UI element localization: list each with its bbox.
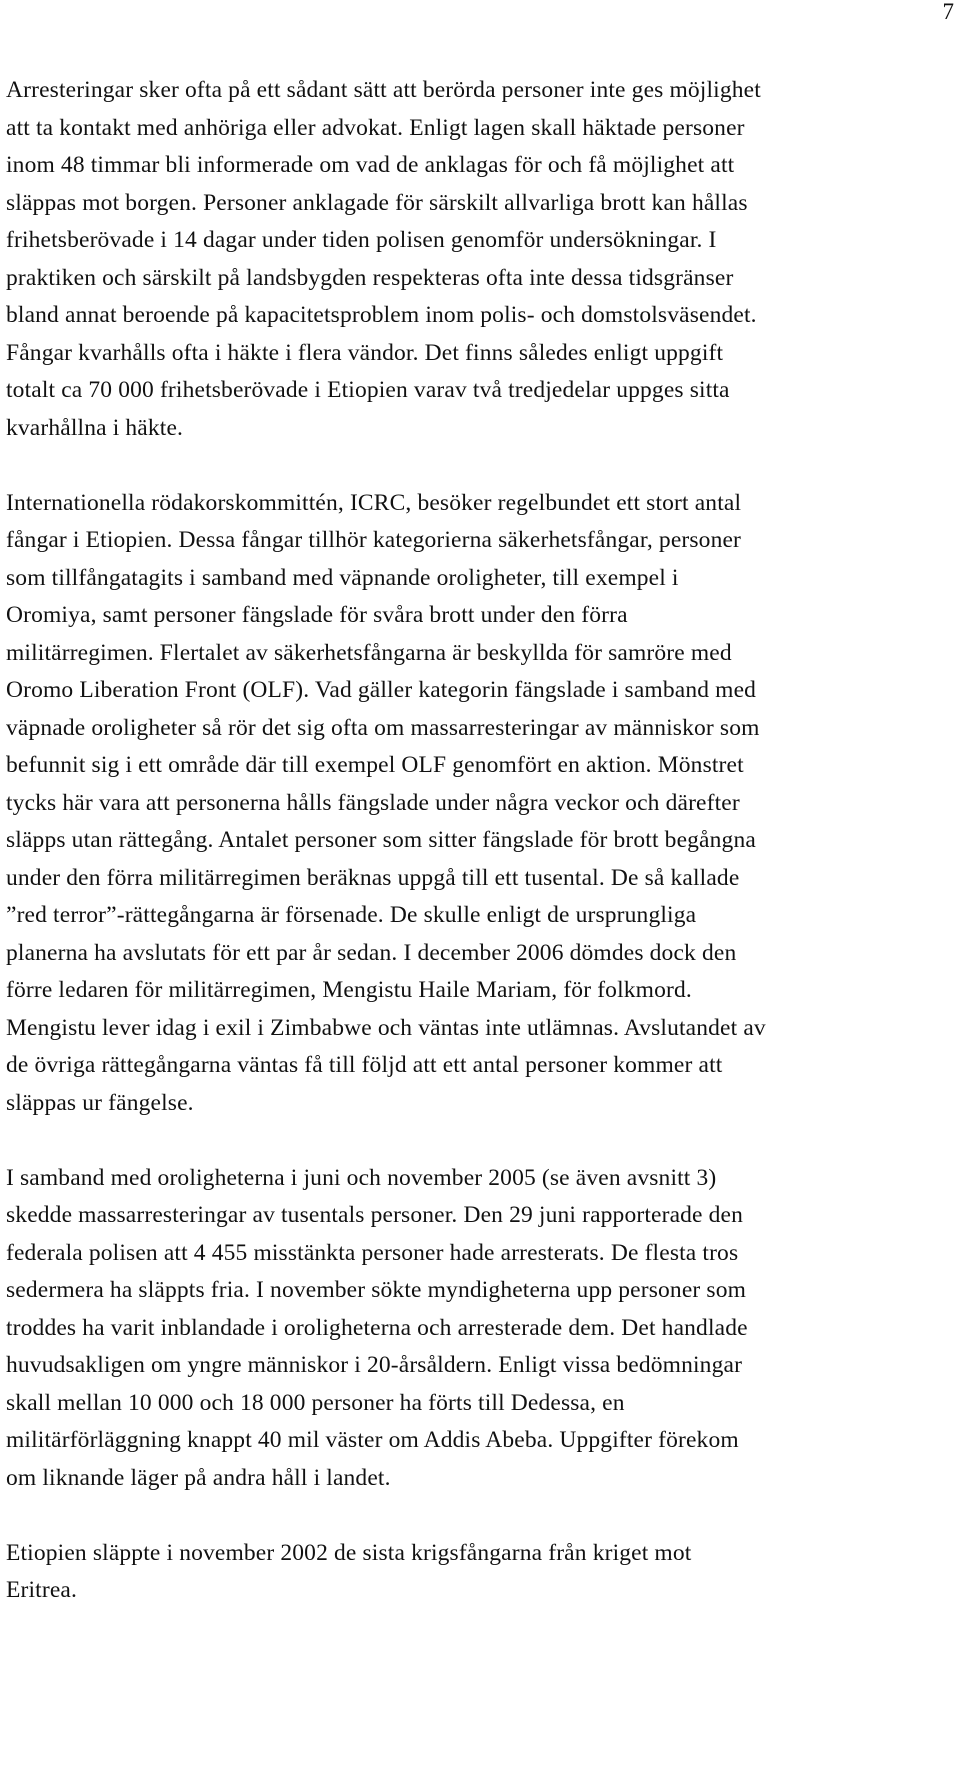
paragraph-icrc: Internationella rödakorskommittén, ICRC, besöker regelbundet ett stort antal fångar i Etiopien. Dessa fångar tillhör kategorierna säkerhetsfångar, personer som tillfångatagits i samband med väpnande oroligheter, till exempel i Oromiya, samt personer fängslade för svåra brott under den förra militärregimen. Flertalet av säkerhetsfångarna är beskyllda för samröre med Oromo Liberation Front (OLF). Vad gäller kategorin fängslade i samband med väpnade oroligheter så rör det sig ofta om massarresteringar av människor som befunnit sig i ett område där till exempel OLF genomfört en aktion. Mönstret tycks här vara att personerna hålls fängslade under några veckor och därefter släpps utan rättegång. Antalet personer som sitter fängslade för brott begångna under den förra militärregimen beräknas uppgå till ett tusental. De så kallade ”red terror”-rättegångarna är försenade. De skulle enligt de ursprungliga planerna ha avslutats för ett par år sedan. I december 2006 dömdes dock den förre ledaren för militärregimen, Mengistu Haile Mariam, för folkmord. Mengistu lever idag i exil i Zimbabwe och väntas inte utlämnas. Avslutandet av de övriga rättegångarna väntas få till följd att ett antal personer kommer att släppas ur fängelse. bbox=[6, 489, 766, 1116]
paragraph-arrests: Arresteringar sker ofta på ett sådant sätt att berörda personer inte ges möjlighet att ta kontakt med anhöriga eller advokat. Enligt lagen skall häktade personer inom 48 timmar bli informerade om vad de anklagas för och få möjlighet att släppas mot borgen. Personer anklagade för särskilt allvarliga brott kan hållas frihetsberövade i 14 dagar under tiden polisen genomför undersökningar. I praktiken och särskilt på landsbygden respekteras ofta inte dessa tidsgränser bland annat beroende på kapacitetsproblem inom polis- och domstolsväsendet. Fångar kvarhålls ofta i häkte i flera vändor. Det finns således enligt uppgift totalt ca 70 000 frihetsberövade i Etiopien varav två tredjedelar uppges sitta kvarhållna i häkte. bbox=[6, 77, 761, 441]
page-number: 7 bbox=[942, 0, 954, 24]
paragraph-2005-unrest: I samband med oroligheterna i juni och november 2005 (se även avsnitt 3) skedde massarresteringar av tusentals personer. Den 29 juni rapporterade den federala polisen att 4 455 misstänkta personer hade arresterats. De flesta tros sedermera ha släppts fria. I november sökte myndigheterna upp personer som troddes ha varit inblandade i oroligheterna och arresterade dem. Det handlade huvudsakligen om yngre människor i 20-årsåldern. Enligt vissa bedömningar skall mellan 10 000 och 18 000 personer ha förts till Dedessa, en militärförläggning knappt 40 mil väster om Addis Abeba. Uppgifter förekom om liknande läger på andra håll i landet. bbox=[6, 1164, 748, 1491]
document-body bbox=[6, 72, 926, 1610]
paragraph-prisoners-of-war: Etiopien släppte i november 2002 de sista krigsfångarna från kriget mot Eritrea. bbox=[6, 1539, 692, 1603]
